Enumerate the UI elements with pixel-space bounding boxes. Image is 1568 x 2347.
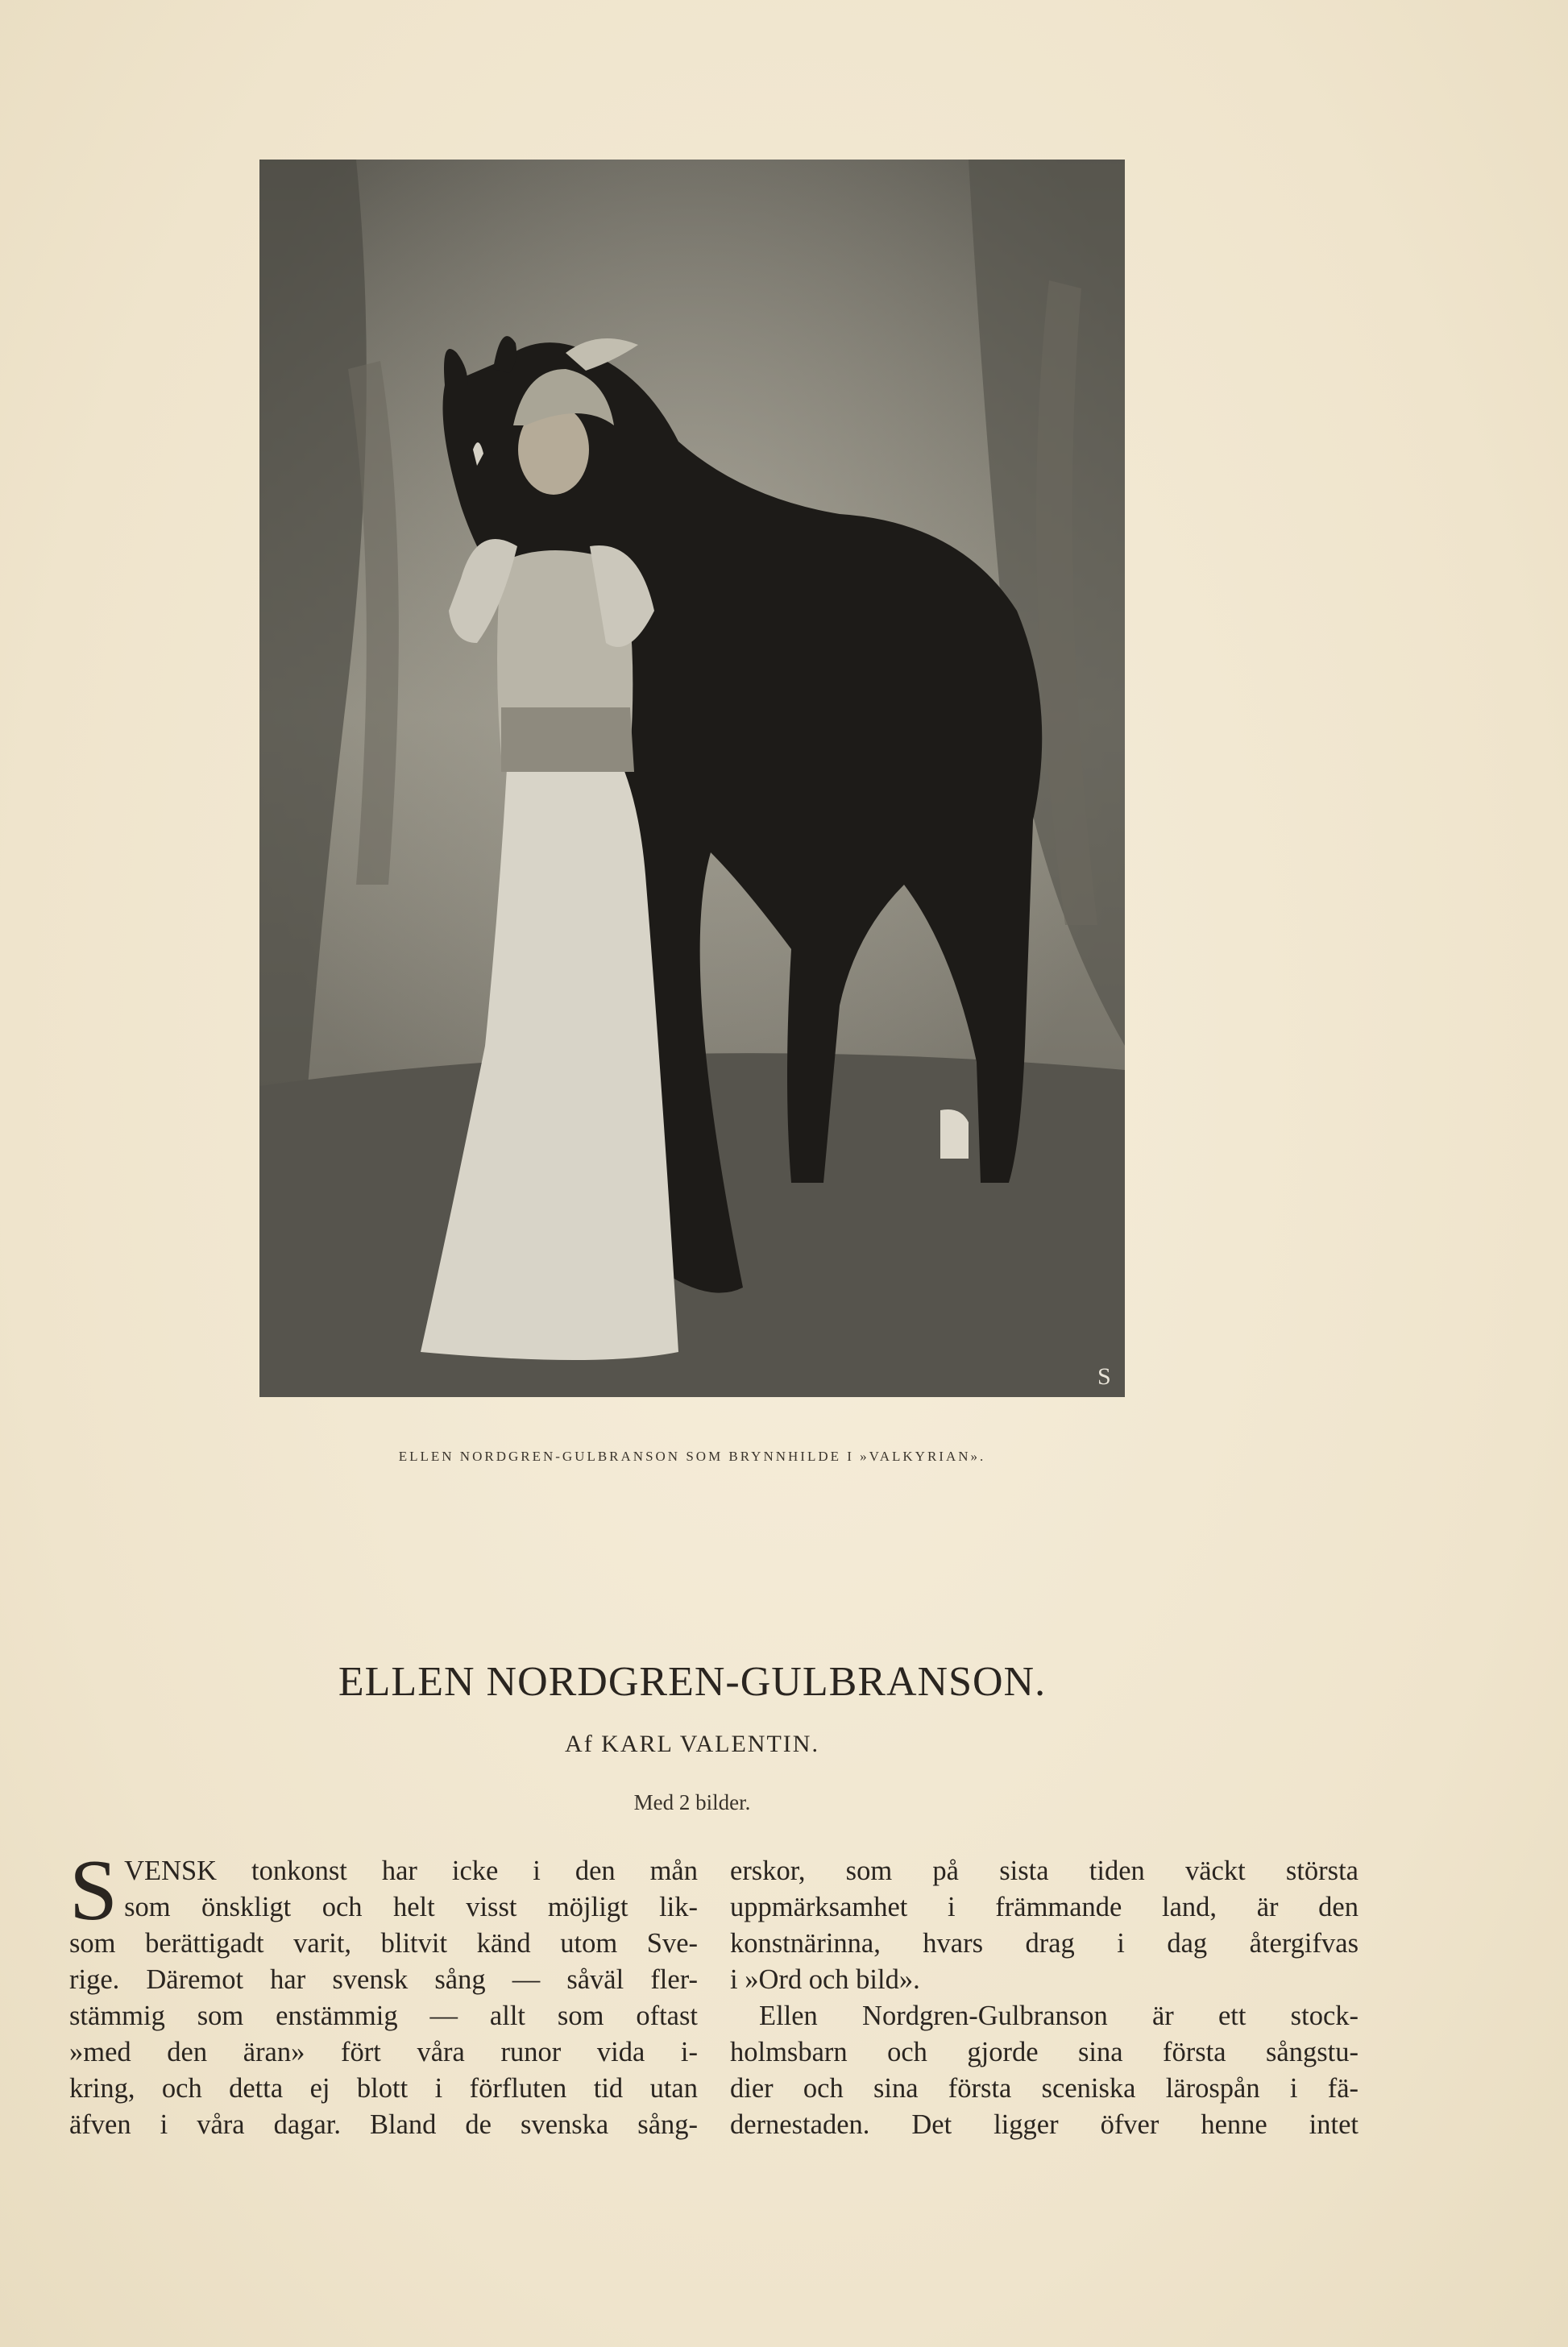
article-byline: Af KARL VALENTIN. [565, 1731, 819, 1757]
text-line: som önskligt och helt visst möjligt lik- [124, 1892, 698, 1922]
text-line: konstnärinna, hvars drag i dag återgifvas [730, 1928, 1359, 1959]
drop-cap: S [69, 1843, 118, 1939]
photo-caption: ELLEN NORDGREN-GULBRANSON SOM BRYNNHILDE I »VALKYRIAN». [398, 1449, 986, 1464]
article-note: Med 2 bilder. [633, 1790, 751, 1814]
photograph-woman-with-horse [259, 160, 1125, 1397]
text-line: kring, och detta ej blott i förfluten tid utan [69, 2073, 698, 2104]
text-line: i »Ord och bild». [730, 1964, 920, 1995]
text-line: »med den äran» fört våra runor vida i- [69, 2037, 698, 2067]
text-column-left [69, 1843, 698, 2143]
text-line: dier och sina första sceniska lärospån i fä- [730, 2073, 1359, 2104]
photographer-signature: S [1097, 1363, 1111, 1390]
text-line: Ellen Nordgren-Gulbranson är ett stock- [759, 2001, 1359, 2031]
text-column-right [730, 1853, 1359, 2143]
text-line: VENSK tonkonst har icke i den mån [124, 1856, 698, 1886]
text-line: rige. Däremot har svensk sång — såväl fler- [69, 1964, 698, 1995]
text-line: som berättigadt varit, blitvit känd utom Sve- [69, 1928, 698, 1959]
text-line: äfven i våra dagar. Bland de svenska sång- [69, 2109, 698, 2140]
text-line: holmsbarn och gjorde sina första sångstu- [730, 2037, 1359, 2067]
article-title: ELLEN NORDGREN-GULBRANSON. [338, 1659, 1047, 1705]
text-line: stämmig som enstämmig — allt som oftast [69, 2001, 698, 2031]
text-line: uppmärksamhet i främmande land, är den [730, 1892, 1359, 1922]
photo-illustration [259, 160, 1125, 1397]
text-line: dernestaden. Det ligger öfver henne intet [730, 2109, 1359, 2140]
text-line: erskor, som på sista tiden väckt största [730, 1856, 1359, 1886]
